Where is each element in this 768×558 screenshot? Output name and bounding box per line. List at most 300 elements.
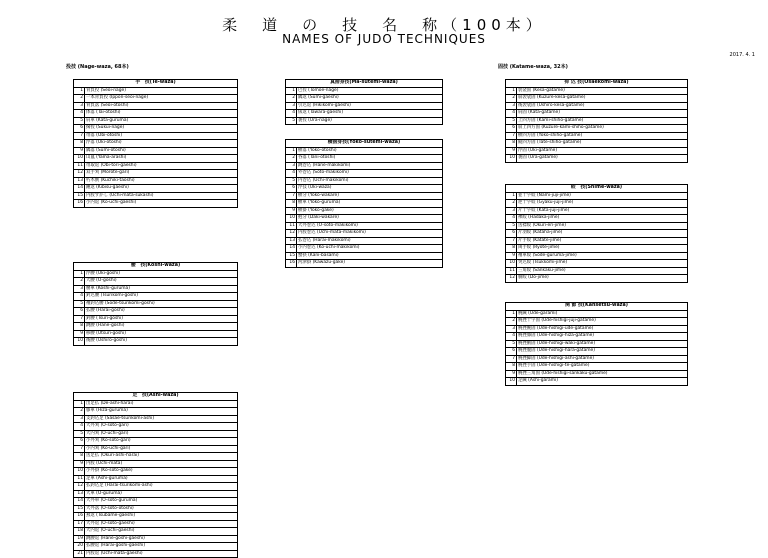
technique-row xyxy=(286,245,443,253)
technique-number: 7 xyxy=(74,132,85,140)
technique-row xyxy=(286,110,443,118)
technique-name: 小内返 (Ko-uchi-gaeshi) xyxy=(85,200,238,208)
group-table-ashi-waza xyxy=(73,392,238,558)
technique-row xyxy=(506,192,688,200)
technique-name: 釣込腰 (Tsurikomi-goshi) xyxy=(85,293,238,301)
technique-row xyxy=(286,102,443,110)
technique-name: 後腰 (Ushiro-goshi) xyxy=(85,338,238,346)
technique-number: 2 xyxy=(506,95,517,103)
group-rows xyxy=(506,310,688,385)
technique-name: 腕挫腋固 (Ude-hishigi-waki-gatame) xyxy=(517,340,688,348)
technique-number: 1 xyxy=(286,87,297,95)
technique-name: 横落 (Yoko-otoshi) xyxy=(297,147,443,155)
technique-number: 1 xyxy=(506,310,517,318)
technique-row xyxy=(74,483,238,491)
technique-number: 5 xyxy=(74,430,85,438)
group-rows xyxy=(506,192,688,282)
technique-row xyxy=(74,315,238,323)
technique-name: 裏固 (Ura-gatame) xyxy=(517,155,688,163)
technique-number: 7 xyxy=(506,237,517,245)
technique-number: 4 xyxy=(74,110,85,118)
group-title: 絞 技(Shime-waza) xyxy=(506,185,688,193)
technique-number: 5 xyxy=(74,117,85,125)
technique-name: 袖釣込腰 (Sode-tsurikomi-goshi) xyxy=(85,300,238,308)
technique-number: 12 xyxy=(74,170,85,178)
technique-number: 9 xyxy=(74,330,85,338)
technique-number: 3 xyxy=(506,102,517,110)
technique-name: 腕挫膝固 (Ude-hishigi-hiza-gatame) xyxy=(517,333,688,341)
technique-name: 燕返 (Tsubame-gaeshi) xyxy=(85,513,238,521)
technique-number: 9 xyxy=(74,460,85,468)
technique-number: 1 xyxy=(74,270,85,278)
technique-row xyxy=(74,550,238,558)
group-rows xyxy=(286,147,443,267)
technique-number: 8 xyxy=(74,453,85,461)
technique-name: 小内刈 (Ko-uchi-gari) xyxy=(85,445,238,453)
technique-row xyxy=(506,370,688,378)
technique-name: 腕緘 (Ude-garami) xyxy=(517,310,688,318)
technique-number: 2 xyxy=(74,278,85,286)
technique-number: 10 xyxy=(74,155,85,163)
technique-row xyxy=(74,308,238,316)
technique-number: 3 xyxy=(74,285,85,293)
technique-row xyxy=(74,102,238,110)
technique-row xyxy=(286,252,443,260)
technique-row xyxy=(506,275,688,283)
document-date: 2017. 4. 1 xyxy=(729,52,755,58)
group-rows xyxy=(74,270,238,345)
technique-row xyxy=(506,222,688,230)
technique-row xyxy=(74,438,238,446)
technique-number: 9 xyxy=(506,252,517,260)
technique-number: 8 xyxy=(506,245,517,253)
technique-row xyxy=(506,117,688,125)
technique-number: 7 xyxy=(74,315,85,323)
technique-row xyxy=(506,310,688,318)
technique-name: 袈裟固 (Kesa-gatame) xyxy=(517,87,688,95)
technique-name: 帯取返 (Obi-tori-gaeshi) xyxy=(85,162,238,170)
technique-number: 15 xyxy=(74,505,85,513)
technique-name: 送足払 (Okuri-ashi-harai) xyxy=(85,453,238,461)
technique-name: 支釣込足 (Sasae-tsurikomi-ashi) xyxy=(85,415,238,423)
group-table-koshi-waza xyxy=(73,262,238,346)
technique-name: 腕挫手固 (Ude-hishigi-te-gatame) xyxy=(517,363,688,371)
technique-number: 6 xyxy=(506,348,517,356)
technique-number: 2 xyxy=(74,408,85,416)
technique-name: 片手絞 (Katate-jime) xyxy=(517,237,688,245)
technique-number: 11 xyxy=(286,222,297,230)
technique-number: 3 xyxy=(74,102,85,110)
technique-number: 6 xyxy=(506,230,517,238)
technique-name: 腕挫腹固 (Ude-hishigi-hara-gatame) xyxy=(517,348,688,356)
group-table-te-waza xyxy=(73,79,238,208)
group-table-osaekomi-waza xyxy=(505,79,688,163)
group-title: 関 節 技(Kansetsu-waza) xyxy=(506,303,688,311)
technique-name: 大内返 (O-uchi-gaeshi) xyxy=(85,528,238,536)
technique-number: 11 xyxy=(506,267,517,275)
technique-number: 8 xyxy=(74,140,85,148)
technique-row xyxy=(286,170,443,178)
group-rows xyxy=(74,87,238,207)
technique-name: 逆十字絞 (Gyaku-juji-jime) xyxy=(517,200,688,208)
technique-number: 1 xyxy=(286,147,297,155)
technique-number: 10 xyxy=(74,468,85,476)
technique-name: 浮技 (Uki-waza) xyxy=(297,185,443,193)
technique-name: 大内刈 (O-uchi-gari) xyxy=(85,430,238,438)
technique-name: 腕挫腕固 (Ude-hishigi-ude-gatame) xyxy=(517,325,688,333)
technique-number: 1 xyxy=(506,87,517,95)
technique-number: 15 xyxy=(74,192,85,200)
technique-name: 横掛 (Yoko-gake) xyxy=(297,207,443,215)
technique-number: 8 xyxy=(506,140,517,148)
technique-name: 隅落 (Sumi-otoshi) xyxy=(85,147,238,155)
technique-number: 18 xyxy=(74,528,85,536)
technique-number: 6 xyxy=(74,308,85,316)
technique-number: 12 xyxy=(74,483,85,491)
technique-row xyxy=(74,192,238,200)
technique-number: 3 xyxy=(506,207,517,215)
technique-name: 内巻込 (Uchi-makikomi) xyxy=(297,177,443,185)
technique-name: 掬投 (Sukui-nage) xyxy=(85,125,238,133)
technique-number: 9 xyxy=(506,147,517,155)
technique-row xyxy=(506,102,688,110)
technique-number: 13 xyxy=(286,237,297,245)
technique-row xyxy=(74,87,238,95)
technique-name: 帯落 (Obi-otoshi) xyxy=(85,132,238,140)
technique-number: 14 xyxy=(74,185,85,193)
technique-number: 6 xyxy=(506,125,517,133)
technique-row xyxy=(286,207,443,215)
technique-row xyxy=(74,460,238,468)
technique-row xyxy=(506,110,688,118)
group-table-ma-sutemi-waza xyxy=(285,79,443,125)
technique-name: 大外返 (O-soto-gaeshi) xyxy=(85,520,238,528)
technique-row xyxy=(286,260,443,268)
group-table-yoko-sutemi-waza xyxy=(285,139,443,268)
technique-row xyxy=(506,267,688,275)
technique-name: 大外巻込 (O-soto-makikomi) xyxy=(297,222,443,230)
title-english: NAMES OF JUDO TECHNIQUES xyxy=(282,32,486,46)
technique-row xyxy=(74,177,238,185)
technique-name: 三角絞 (Sankaku-jime) xyxy=(517,267,688,275)
technique-name: 浮固 (Uki-gatame) xyxy=(517,147,688,155)
technique-row xyxy=(286,177,443,185)
technique-row xyxy=(74,132,238,140)
technique-name: 内股 (Uchi-mata) xyxy=(85,460,238,468)
technique-name: 払腰返 (Harai-goshi-gaeshi) xyxy=(85,543,238,551)
technique-row xyxy=(506,140,688,148)
technique-row xyxy=(74,155,238,163)
technique-number: 5 xyxy=(286,177,297,185)
technique-row xyxy=(286,185,443,193)
technique-row xyxy=(286,87,443,95)
technique-row xyxy=(506,378,688,386)
technique-row xyxy=(74,423,238,431)
technique-number: 3 xyxy=(506,325,517,333)
technique-number: 8 xyxy=(506,363,517,371)
technique-number: 10 xyxy=(74,338,85,346)
technique-number: 2 xyxy=(506,318,517,326)
technique-row xyxy=(286,230,443,238)
technique-row xyxy=(74,330,238,338)
technique-row xyxy=(286,237,443,245)
technique-row xyxy=(506,245,688,253)
technique-row xyxy=(74,278,238,286)
technique-name: 蟹挟 (Kani-basami) xyxy=(297,252,443,260)
technique-number: 3 xyxy=(74,415,85,423)
technique-name: 内股すかし (Uchi-mata-sukashi) xyxy=(85,192,238,200)
technique-number: 9 xyxy=(506,370,517,378)
technique-row xyxy=(506,125,688,133)
technique-number: 4 xyxy=(506,215,517,223)
technique-row xyxy=(74,285,238,293)
technique-name: 袖車絞 (Sode-guruma-jime) xyxy=(517,252,688,260)
technique-name: 体落 (Tai-otoshi) xyxy=(85,110,238,118)
group-title: 足 技(Ashi-waza) xyxy=(74,393,238,401)
technique-number: 9 xyxy=(74,147,85,155)
technique-name: 隅返 (Sumi-gaeshi) xyxy=(297,95,443,103)
technique-number: 4 xyxy=(506,110,517,118)
technique-name: 抱分 (Daki-wakare) xyxy=(297,215,443,223)
technique-number: 6 xyxy=(74,125,85,133)
technique-number: 4 xyxy=(74,293,85,301)
technique-row xyxy=(74,408,238,416)
technique-name: 大車 (O-guruma) xyxy=(85,490,238,498)
technique-name: 膝車 (Hiza-guruma) xyxy=(85,408,238,416)
technique-name: 朽木倒 (Kuchiki-taoshi) xyxy=(85,177,238,185)
technique-name: 踵返 (Kibisu-gaeshi) xyxy=(85,185,238,193)
technique-name: 腰車 (Koshi-guruma) xyxy=(85,285,238,293)
technique-name: 裸絞 (Hadaka-jime) xyxy=(517,215,688,223)
technique-number: 14 xyxy=(74,498,85,506)
technique-name: 横四方固 (Yoko-shiho-gatame) xyxy=(517,132,688,140)
technique-row xyxy=(506,333,688,341)
technique-name: 移腰 (Utsuri-goshi) xyxy=(85,330,238,338)
technique-name: 跳巻込 (Hane-makikomi) xyxy=(297,162,443,170)
technique-row xyxy=(286,95,443,103)
technique-row xyxy=(286,222,443,230)
technique-row xyxy=(506,260,688,268)
technique-number: 12 xyxy=(286,230,297,238)
technique-row xyxy=(74,513,238,521)
technique-row xyxy=(286,147,443,155)
technique-row xyxy=(506,340,688,348)
technique-number: 4 xyxy=(286,170,297,178)
technique-name: 上四方固 (Kami-shiho-gatame) xyxy=(517,117,688,125)
technique-name: 後袈裟固 (Ushiro-kesa-gatame) xyxy=(517,102,688,110)
technique-number: 11 xyxy=(74,475,85,483)
technique-row xyxy=(74,117,238,125)
technique-row xyxy=(74,323,238,331)
technique-name: 肩車 (Kata-guruma) xyxy=(85,117,238,125)
technique-name: 払腰 (Harai-goshi) xyxy=(85,308,238,316)
technique-number: 12 xyxy=(506,275,517,283)
technique-row xyxy=(74,498,238,506)
technique-name: 小外掛 (Ko-soto-gake) xyxy=(85,468,238,476)
technique-number: 10 xyxy=(506,378,517,386)
technique-row xyxy=(506,355,688,363)
technique-row xyxy=(506,155,688,163)
technique-number: 16 xyxy=(74,200,85,208)
technique-number: 4 xyxy=(506,333,517,341)
technique-row xyxy=(74,520,238,528)
technique-row xyxy=(506,230,688,238)
group-table-shime-waza xyxy=(505,184,688,283)
technique-row xyxy=(286,200,443,208)
technique-row xyxy=(74,200,238,208)
technique-name: 腕挫三角固 (Ude-hishigi-sankaku-gatame) xyxy=(517,370,688,378)
technique-name: 釣腰 (Tsuri-goshi) xyxy=(85,315,238,323)
technique-number: 2 xyxy=(286,155,297,163)
group-table-kansetsu-waza xyxy=(505,302,688,386)
group-rows xyxy=(74,400,238,558)
technique-number: 7 xyxy=(286,192,297,200)
technique-number: 20 xyxy=(74,543,85,551)
technique-row xyxy=(74,543,238,551)
technique-name: 谷落 (Tani-otoshi) xyxy=(297,155,443,163)
technique-name: 縦四方固 (Tate-shiho-gatame) xyxy=(517,140,688,148)
technique-name: 裏投 (Ura-nage) xyxy=(297,117,443,125)
technique-name: 小内巻込 (Ko-uchi-makikomi) xyxy=(297,245,443,253)
technique-row xyxy=(74,490,238,498)
technique-name: 並十字絞 (Nami-juji-jime) xyxy=(517,192,688,200)
technique-number: 16 xyxy=(74,513,85,521)
technique-number: 3 xyxy=(286,162,297,170)
technique-number: 10 xyxy=(286,215,297,223)
technique-row xyxy=(74,125,238,133)
technique-row xyxy=(286,192,443,200)
technique-row xyxy=(286,117,443,125)
technique-row xyxy=(506,87,688,95)
technique-name: 俵返 (Tawara-gaeshi) xyxy=(297,110,443,118)
technique-number: 1 xyxy=(74,87,85,95)
technique-row xyxy=(506,252,688,260)
technique-name: 浮腰 (Uki-goshi) xyxy=(85,270,238,278)
technique-name: 跳腰返 (Hane-goshi-gaeshi) xyxy=(85,535,238,543)
group-title: 抑 込 技(Osaekomi-waza) xyxy=(506,80,688,88)
technique-row xyxy=(506,325,688,333)
technique-number: 1 xyxy=(506,192,517,200)
technique-row xyxy=(74,300,238,308)
technique-name: 足緘 (Ashi-garami) xyxy=(517,378,688,386)
technique-name: 腕挫脚固 (Ude-hishigi-ashi-gatame) xyxy=(517,355,688,363)
technique-number: 2 xyxy=(74,95,85,103)
technique-row xyxy=(506,215,688,223)
technique-row xyxy=(74,338,238,346)
technique-row xyxy=(74,400,238,408)
technique-name: 払巻込 (Harai-makikomi) xyxy=(297,237,443,245)
technique-row xyxy=(506,348,688,356)
technique-name: 両手絞 (Ryote-jime) xyxy=(517,245,688,253)
group-rows xyxy=(506,87,688,162)
technique-number: 14 xyxy=(286,245,297,253)
technique-number: 5 xyxy=(506,222,517,230)
technique-name: 外巻込 (Soto-makikomi) xyxy=(297,170,443,178)
technique-number: 8 xyxy=(286,200,297,208)
technique-row xyxy=(286,155,443,163)
technique-number: 10 xyxy=(506,260,517,268)
technique-number: 13 xyxy=(74,490,85,498)
technique-row xyxy=(74,270,238,278)
katame-waza-label: 固技 (Katame-waza, 32本) xyxy=(498,64,568,70)
technique-row xyxy=(74,468,238,476)
group-rows xyxy=(286,87,443,125)
technique-name: 内股巻込 (Uchi-mata-makikomi) xyxy=(297,230,443,238)
technique-row xyxy=(506,237,688,245)
technique-name: 大外刈 (O-soto-gari) xyxy=(85,423,238,431)
technique-number: 3 xyxy=(286,102,297,110)
technique-number: 5 xyxy=(74,300,85,308)
technique-row xyxy=(74,170,238,178)
technique-row xyxy=(506,147,688,155)
technique-name: 送襟絞 (Okuri-eri-jime) xyxy=(517,222,688,230)
technique-row xyxy=(74,293,238,301)
technique-number: 7 xyxy=(74,445,85,453)
technique-number: 15 xyxy=(286,252,297,260)
technique-number: 13 xyxy=(74,177,85,185)
technique-name: 跳腰 (Hane-goshi) xyxy=(85,323,238,331)
technique-row xyxy=(74,95,238,103)
group-title: 腰 技(Koshi-waza) xyxy=(74,263,238,271)
technique-row xyxy=(506,363,688,371)
technique-row xyxy=(74,445,238,453)
technique-number: 6 xyxy=(286,185,297,193)
technique-row xyxy=(506,95,688,103)
technique-number: 19 xyxy=(74,535,85,543)
technique-name: 背負投 (Seoi-nage) xyxy=(85,87,238,95)
technique-number: 7 xyxy=(506,132,517,140)
technique-name: 山嵐 (Yama-arashi) xyxy=(85,155,238,163)
technique-number: 10 xyxy=(506,155,517,163)
technique-row xyxy=(74,453,238,461)
technique-row xyxy=(74,147,238,155)
technique-number: 17 xyxy=(74,520,85,528)
technique-number: 5 xyxy=(506,340,517,348)
technique-row xyxy=(74,110,238,118)
technique-name: 双手刈 (Morote-gari) xyxy=(85,170,238,178)
technique-name: 肩固 (Kata-gatame) xyxy=(517,110,688,118)
technique-name: 払釣込足 (Harai-tsurikomi-ashi) xyxy=(85,483,238,491)
technique-number: 5 xyxy=(506,117,517,125)
technique-row xyxy=(74,430,238,438)
technique-number: 21 xyxy=(74,550,85,558)
technique-name: 河津掛 (Kawazu-gake) xyxy=(297,260,443,268)
technique-name: 横車 (Yoko-guruma) xyxy=(297,200,443,208)
technique-name: 背負落 (Seoi-otoshi) xyxy=(85,102,238,110)
group-title: 横捨身技(Yoko-sutemi-waza) xyxy=(286,140,443,148)
technique-number: 4 xyxy=(286,110,297,118)
technique-name: 腕挫十字固 (Ude-hishigi-juji-gatame) xyxy=(517,318,688,326)
technique-number: 5 xyxy=(286,117,297,125)
technique-name: 一本背負投 (Ippon-seoi-nage) xyxy=(85,95,238,103)
technique-row xyxy=(506,200,688,208)
technique-name: 崩上四方固 (Kuzure-kami-shiho-gatame) xyxy=(517,125,688,133)
technique-number: 9 xyxy=(286,207,297,215)
group-title: 手 技(Te-waza) xyxy=(74,80,238,88)
technique-number: 2 xyxy=(506,200,517,208)
technique-number: 4 xyxy=(74,423,85,431)
technique-row xyxy=(74,528,238,536)
technique-row xyxy=(74,505,238,513)
technique-row xyxy=(74,475,238,483)
technique-name: 崩袈裟固 (Kuzure-kesa-gatame) xyxy=(517,95,688,103)
technique-name: 片十字絞 (Kata-juji-jime) xyxy=(517,207,688,215)
technique-number: 2 xyxy=(286,95,297,103)
technique-row xyxy=(74,162,238,170)
technique-number: 1 xyxy=(74,400,85,408)
technique-number: 11 xyxy=(74,162,85,170)
technique-name: 内股返 (Uchi-mata-gaeshi) xyxy=(85,550,238,558)
